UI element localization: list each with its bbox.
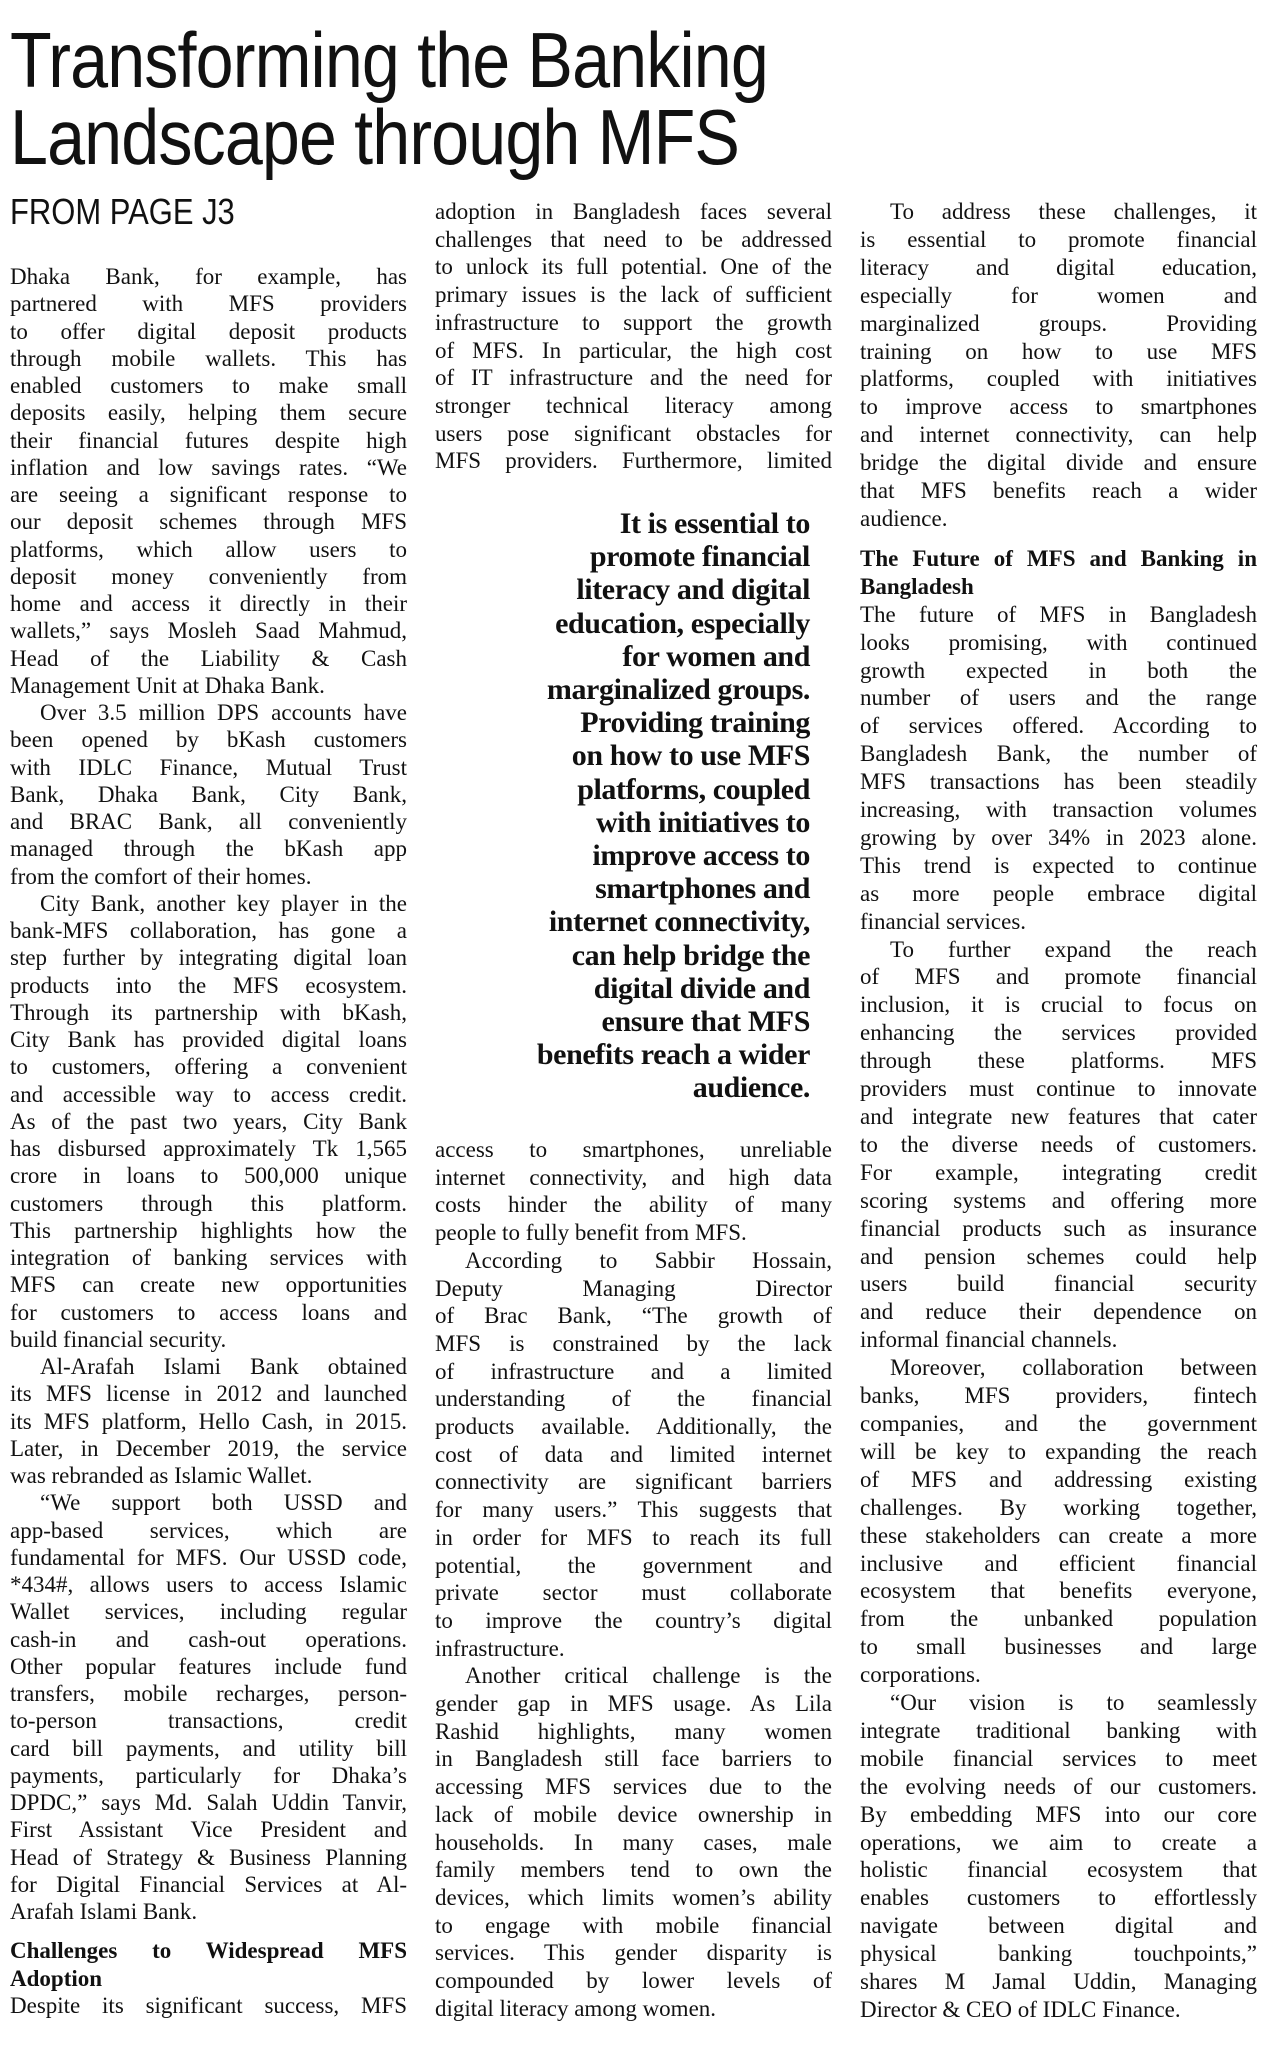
text-line: home and access it directly in their (10, 591, 407, 616)
text-line: and integrate new features that cater (860, 1104, 1257, 1129)
text-line: especially for women and (860, 282, 1257, 308)
heading-line: Bangladesh (860, 573, 974, 599)
text-line: their financial futures despite high (10, 427, 407, 453)
text-line: with IDLC Finance, Mutual Trust (10, 754, 407, 780)
text-line: from the comfort of their homes. (10, 863, 312, 889)
text-line: bridge the digital divide and ensure (860, 450, 1257, 476)
text-line: literacy and digital education, (860, 254, 1257, 280)
text-line: to small businesses and large (860, 1634, 1257, 1660)
paragraph (10, 699, 407, 890)
text-line: of MFS and promote financial (860, 964, 1257, 990)
text-line: City Bank has provided digital loans (10, 1027, 407, 1052)
text-line: increasing, with transaction volumes (860, 797, 1257, 823)
paragraph (10, 1992, 407, 2019)
text-line: primary issues is the lack of sufficient (435, 282, 832, 308)
text-line: providers must continue to innovate (860, 1076, 1257, 1102)
text-line: through mobile wallets. This has (10, 345, 407, 371)
paragraph (860, 1354, 1257, 1689)
text-line: “We support both USSD and (40, 1490, 407, 1516)
text-line: for Digital Financial Services at Al- (10, 1871, 407, 1897)
headline-line-2: Landscape through MFS (10, 93, 740, 181)
article-column-3 (860, 198, 1257, 2024)
text-line: build financial security. (10, 1326, 227, 1352)
text-line: been opened by bKash customers (10, 727, 407, 753)
text-line: step further by integrating digital loan (10, 945, 407, 971)
text-line: to improve access to smartphones (860, 394, 1257, 420)
text-line: audience. (860, 505, 948, 531)
text-line: Bank, Dhaka Bank, City Bank, (10, 781, 407, 807)
text-line: to the diverse needs of customers. (860, 1131, 1257, 1157)
text-line: of MFS. In particular, the high cost (435, 337, 832, 363)
text-line: For example, integrating credit (860, 1159, 1257, 1185)
text-line: users build financial security (860, 1271, 1257, 1297)
text-line: potential, the government and (435, 1552, 832, 1578)
paragraph (435, 198, 832, 475)
text-line: internet connectivity, and high data (435, 1164, 832, 1190)
text-line: and BRAC Bank, all conveniently (10, 809, 407, 834)
text-line: cash-in and cash-out operations. (10, 1626, 407, 1652)
text-line: “Our vision is to seamlessly (890, 1690, 1257, 1716)
text-line: people to fully benefit from MFS. (435, 1220, 747, 1246)
text-line: mobile financial services to meet (860, 1745, 1257, 1771)
text-line: from the unbanked population (860, 1606, 1257, 1632)
text-line: crore in loans to 500,000 unique (10, 1163, 407, 1189)
text-line: inclusive and efficient financial (860, 1550, 1257, 1576)
text-line: to-person transactions, credit (10, 1708, 407, 1734)
text-line: deposits easily, helping them secure (10, 400, 407, 426)
text-line: access to smartphones, unreliable (435, 1137, 832, 1162)
text-line: banks, MFS providers, fintech (860, 1383, 1257, 1409)
section-heading (10, 1937, 407, 1992)
text-line: physical banking touchpoints,” (860, 1941, 1257, 1967)
text-line: marginalized groups. Providing (860, 310, 1257, 336)
text-line: MFS transactions has been steadily (860, 769, 1257, 795)
text-line: holistic financial ecosystem that (860, 1857, 1257, 1883)
text-line: Arafah Islami Bank. (10, 1899, 198, 1924)
text-line: growing by over 34% in 2023 alone. (860, 824, 1257, 850)
article-column-2-bottom (435, 1136, 832, 2023)
text-line: has disbursed approximately Tk 1,565 (10, 1136, 407, 1161)
text-line: card bill payments, and utility bill (10, 1735, 407, 1761)
text-line: managed through the bKash app (10, 836, 407, 862)
text-line: DPDC,” says Md. Salah Uddin Tanvir, (10, 1790, 407, 1815)
headline-line-1: Transforming the Banking (10, 16, 768, 104)
pull-quote-line: with initiatives to (595, 805, 810, 839)
text-line: training on how to use MFS (860, 338, 1257, 364)
text-line: Bangladesh Bank, the number of (860, 741, 1257, 767)
text-line: platforms, coupled with initiatives (860, 366, 1257, 392)
pull-quote-line: smartphones and (595, 872, 810, 906)
text-line: MFS providers. Furthermore, limited (435, 448, 832, 474)
text-line: adoption in Bangladesh faces several (435, 199, 832, 224)
text-line: fundamental for MFS. Our USSD code, (10, 1544, 407, 1570)
text-line: This trend is expected to continue (860, 852, 1257, 878)
text-line: Through its partnership with bKash, (10, 999, 407, 1025)
text-line: City Bank, another key player in the (40, 890, 407, 916)
text-line: inflation and low savings rates. “We (10, 454, 407, 480)
text-line: enables customers to effortlessly (860, 1885, 1257, 1911)
text-line: financial products such as insurance (860, 1215, 1257, 1241)
text-line: and pension schemes could help (860, 1243, 1257, 1269)
article-column-1 (10, 263, 407, 2019)
text-line: was rebranded as Islamic Wallet. (10, 1463, 313, 1488)
text-line: private sector must collaborate (435, 1580, 832, 1606)
text-line: scoring systems and offering more (860, 1187, 1257, 1213)
heading-line: The Future of MFS and Banking in (860, 545, 1257, 571)
text-line: products into the MFS ecosystem. (10, 972, 407, 998)
text-line: family members tend to own the (435, 1857, 832, 1883)
pull-quote-line: benefits reach a wider (536, 1038, 810, 1072)
text-line: services. This gender disparity is (435, 1940, 832, 1966)
text-line: bank-MFS collaboration, has gone a (10, 918, 407, 943)
text-line: products available. Additionally, the (435, 1414, 832, 1440)
text-line: According to Sabbir Hossain, (465, 1247, 832, 1273)
text-line: to engage with mobile financial (435, 1912, 832, 1938)
text-line: gender gap in MFS usage. As Lila (435, 1691, 832, 1717)
text-line: Other popular features include fund (10, 1653, 407, 1679)
text-line: enhancing the services provided (860, 1020, 1257, 1046)
text-line: Later, in December 2019, the service (10, 1435, 407, 1461)
text-line: our deposit schemes through MFS (10, 509, 407, 535)
text-line: Director & CEO of IDLC Finance. (860, 1997, 1181, 2022)
paragraph (860, 198, 1257, 533)
text-line: *434#, allows users to access Islamic (10, 1572, 407, 1597)
text-line: its MFS platform, Hello Cash, in 2015. (10, 1408, 407, 1434)
text-line: users pose significant obstacles for (435, 420, 832, 446)
paragraph (10, 263, 407, 699)
text-line: of infrastructure and a limited (435, 1358, 832, 1384)
pull-quote (470, 507, 810, 1105)
text-line: for many users.” This suggests that (435, 1497, 832, 1523)
text-line: to improve the country’s digital (435, 1607, 832, 1633)
text-line: inclusion, it is crucial to focus on (860, 992, 1257, 1018)
text-line: Head of Strategy & Business Planning (10, 1844, 407, 1870)
text-line: companies, and the government (860, 1410, 1257, 1436)
text-line: and reduce their dependence on (860, 1299, 1257, 1325)
text-line: number of users and the range (860, 685, 1257, 711)
text-line: payments, particularly for Dhaka’s (10, 1762, 407, 1788)
text-line: and accessible way to access credit. (10, 1081, 407, 1107)
text-line: in order for MFS to reach its full (435, 1524, 832, 1550)
text-line: platforms, which allow users to (10, 536, 407, 562)
text-line: Management Unit at Dhaka Bank. (10, 672, 325, 698)
text-line: to customers, offering a convenient (10, 1054, 407, 1080)
text-line: as more people embrace digital (860, 880, 1257, 906)
pull-quote-line: education, especially (555, 606, 810, 640)
text-line: stronger technical literacy among (435, 392, 832, 418)
text-line: costs hinder the ability of many (435, 1192, 832, 1218)
pull-quote-line: for women and (622, 639, 810, 673)
text-line: Wallet services, including regular (10, 1599, 407, 1625)
text-line: growth expected in both the (860, 657, 1257, 683)
text-line: households. In many cases, male (435, 1829, 832, 1855)
text-line: Dhaka Bank, for example, has (10, 264, 407, 289)
text-line: Despite its significant success, MFS (10, 1992, 407, 2018)
text-line: Over 3.5 million DPS accounts have (40, 700, 407, 725)
text-line: ecosystem that benefits everyone, (860, 1578, 1257, 1604)
pull-quote-line: digital divide and (593, 971, 810, 1005)
article-headline (10, 16, 768, 181)
pull-quote-line: platforms, coupled (577, 772, 810, 806)
text-line: in Bangladesh still face barriers to (435, 1746, 832, 1772)
text-line: operations, we aim to create a (860, 1829, 1257, 1855)
text-line: Head of the Liability & Cash (10, 645, 407, 671)
text-line: deposit money conveniently from (10, 563, 407, 589)
paragraph (860, 1689, 1257, 2024)
text-line: Al-Arafah Islami Bank obtained (40, 1354, 407, 1379)
text-line: To address these challenges, it (890, 199, 1257, 224)
text-line: and internet connectivity, can help (860, 422, 1257, 448)
article-column-2-top (435, 198, 832, 475)
text-line: transfers, mobile recharges, person- (10, 1681, 407, 1706)
text-line: challenges. By working together, (860, 1494, 1257, 1520)
text-line: accessing MFS services due to the (435, 1774, 832, 1800)
paragraph (860, 601, 1257, 936)
text-line: challenges that need to be addressed (435, 226, 832, 252)
pull-quote-line: literacy and digital (576, 573, 810, 607)
pull-quote-line: improve access to (592, 839, 810, 873)
pull-quote-line: can help bridge the (571, 938, 810, 972)
text-line: app-based services, which are (10, 1517, 407, 1543)
continued-from-label: FROM PAGE J3 (10, 191, 235, 232)
paragraph (860, 936, 1257, 1355)
text-line: devices, which limits women’s ability (435, 1884, 832, 1910)
heading-line: Adoption (10, 1965, 103, 1991)
text-line: integration of banking services with (10, 1245, 407, 1270)
pull-quote-line: marginalized groups. (546, 673, 810, 707)
text-line: informal financial channels. (860, 1327, 1118, 1353)
text-line: Deputy Managing Director (435, 1275, 832, 1301)
pull-quote-line: It is essential to (619, 507, 810, 540)
text-line: financial services. (860, 908, 1027, 934)
text-line: Rashid highlights, many women (435, 1718, 832, 1744)
text-line: the evolving needs of our customers. (860, 1773, 1257, 1799)
pull-quote-line: promote financial (589, 540, 810, 574)
paragraph (435, 1247, 832, 1663)
text-line: are seeing a significant response to (10, 482, 407, 507)
text-line: through these platforms. MFS (860, 1048, 1257, 1074)
text-line: infrastructure to support the growth (435, 309, 832, 335)
text-line: these stakeholders can create a more (860, 1522, 1257, 1548)
pull-quote-line: Providing training (580, 706, 810, 740)
pull-quote-line: ensure that MFS (601, 1005, 810, 1039)
text-line: customers through this platform. (10, 1190, 407, 1216)
section-heading (860, 545, 1257, 601)
text-line: infrastructure. (435, 1635, 565, 1661)
text-line: Moreover, collaboration between (890, 1355, 1257, 1381)
text-line: of Brac Bank, “The growth of (435, 1303, 832, 1329)
text-line: navigate between digital and (860, 1913, 1257, 1939)
pull-quote-line: internet connectivity, (548, 905, 810, 939)
text-line: to unlock its full potential. One of the (435, 254, 832, 280)
text-line: corporations. (860, 1662, 981, 1688)
text-line: for customers to access loans and (10, 1299, 407, 1325)
pull-quote-line: audience. (692, 1071, 810, 1105)
text-line: To further expand the reach (890, 936, 1257, 962)
text-line: compounded by lower levels of (435, 1968, 832, 1994)
text-line: cost of data and limited internet (435, 1441, 832, 1467)
text-line: First Assistant Vice President and (10, 1817, 407, 1843)
text-line: Another critical challenge is the (465, 1663, 832, 1689)
text-line: that MFS benefits reach a wider (860, 478, 1257, 504)
paragraph (10, 1353, 407, 1489)
text-line: wallets,” says Mosleh Saad Mahmud, (10, 618, 407, 644)
text-line: The future of MFS in Bangladesh (860, 601, 1257, 627)
text-line: connectivity are significant barriers (435, 1469, 832, 1495)
text-line: By embedding MFS into our core (860, 1801, 1257, 1827)
pull-quote-line: on how to use MFS (571, 739, 810, 773)
text-line: of IT infrastructure and the need for (435, 365, 832, 391)
text-line: looks promising, with continued (860, 629, 1257, 655)
text-line: As of the past two years, City Bank (10, 1108, 407, 1134)
text-line: integrate traditional banking with (860, 1717, 1257, 1743)
text-line: This partnership highlights how the (10, 1217, 407, 1243)
text-line: lack of mobile device ownership in (435, 1801, 832, 1827)
paragraph (435, 1136, 832, 1247)
text-line: of MFS and addressing existing (860, 1466, 1257, 1492)
text-line: is essential to promote financial (860, 226, 1257, 252)
text-line: partnered with MFS providers (10, 291, 407, 317)
text-line: will be key to expanding the reach (860, 1438, 1257, 1464)
text-line: MFS is constrained by the lack (435, 1330, 832, 1356)
paragraph (10, 1489, 407, 1925)
text-line: MFS can create new opportunities (10, 1272, 407, 1298)
heading-line: Challenges to Widespread MFS (10, 1938, 407, 1964)
paragraph (10, 890, 407, 1353)
text-line: enabled customers to make small (10, 373, 407, 398)
text-line: of services offered. According to (860, 713, 1257, 739)
text-line: understanding of the financial (435, 1386, 832, 1412)
text-line: its MFS license in 2012 and launched (10, 1381, 407, 1407)
paragraph (435, 1662, 832, 2022)
text-line: shares M Jamal Uddin, Managing (860, 1969, 1257, 1995)
text-line: to offer digital deposit products (10, 318, 407, 344)
text-line: digital literacy among women. (435, 1995, 717, 2021)
